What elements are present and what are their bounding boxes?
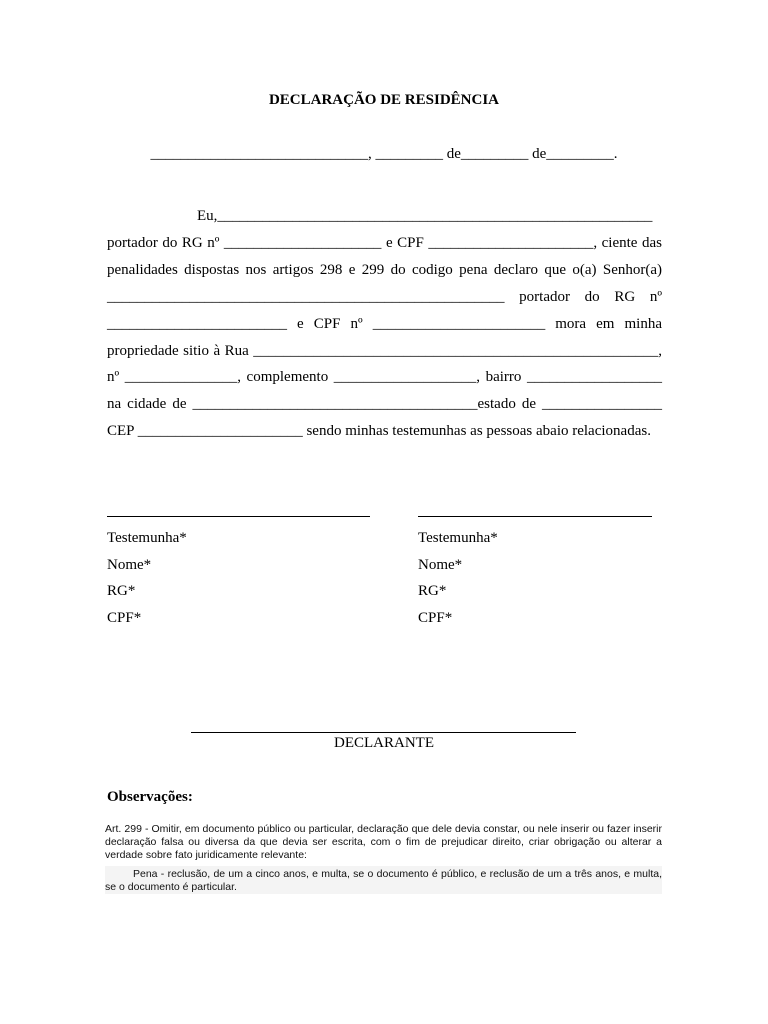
witness-rg-label: RG*: [418, 583, 447, 599]
penalty-text: Pena - reclusão, de um a cinco anos, e multa, se o documento é público, e reclusão de um a três anos, e multa, se o documento é particular.: [105, 868, 662, 893]
declaration-line-8: na cidade de ______________________________________estado de ________________: [107, 396, 662, 412]
observations-heading: Observações:: [107, 789, 193, 805]
witness-name-label: Nome*: [418, 557, 463, 573]
declaration-line-3: penalidades dispostas nos artigos 298 e 299 do codigo pena declaro que o(a) Senhor(a): [107, 262, 662, 278]
witness-cpf-label: CPF*: [418, 610, 453, 626]
document-title: DECLARAÇÃO DE RESIDÊNCIA: [268, 92, 500, 108]
declarant-signature-line: [191, 732, 576, 733]
witness-label: Testemunha*: [107, 530, 187, 546]
witness-signature-line: [418, 516, 652, 517]
declaration-line-6: propriedade sitio à Rua ______________________________________________________,: [107, 343, 662, 359]
declaration-line-5: ________________________ e CPF nº _______________________ mora em minha: [107, 316, 662, 332]
witness-rg-label: RG*: [107, 583, 136, 599]
declaration-line-1: Eu,__________________________________________________________: [197, 208, 653, 224]
declaration-line-7: nº _______________, complemento ___________________, bairro __________________: [107, 369, 662, 385]
witness-cpf-label: CPF*: [107, 610, 142, 626]
article-299-text: Art. 299 - Omitir, em documento público ou particular, declaração que dele devia constar, ou nele inserir ou fazer inserir declaração falsa ou diversa da que devia ser escrita, com o fim de prejudicar direito, criar obrigação ou alterar a verdade sobre fato juridicamente relevante:: [105, 823, 662, 861]
declaration-line-4: _____________________________________________________ portador do RG nº: [107, 289, 662, 305]
witness-name-label: Nome*: [107, 557, 152, 573]
date-line: _____________________________, _________ de_________ de_________.: [150, 146, 618, 162]
declarant-label: DECLARANTE: [334, 735, 434, 751]
declaration-line-2: portador do RG nº _____________________ e CPF ______________________, ciente das: [107, 235, 662, 251]
witness-signature-line: [107, 516, 370, 517]
witness-label: Testemunha*: [418, 530, 498, 546]
declaration-line-9: CEP ______________________ sendo minhas testemunhas as pessoas abaio relacionadas.: [107, 423, 651, 439]
